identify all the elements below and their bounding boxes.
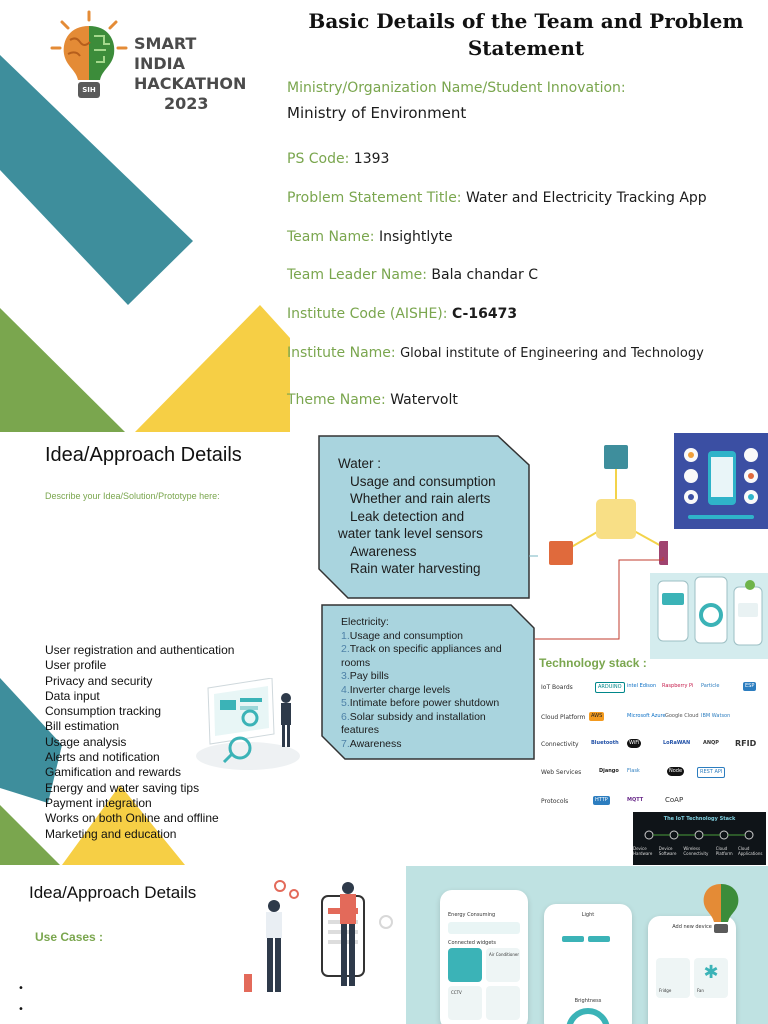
electricity-box-text <box>341 616 521 751</box>
tech-row-label: IoT Boards <box>541 684 573 691</box>
tech-row-label: Cloud Platform <box>541 714 586 721</box>
feature-item: Usage analysis <box>45 734 127 749</box>
water-item: Leak detection and <box>350 508 465 524</box>
tech-row-connectivity <box>541 734 761 754</box>
esp-logo: ESP <box>745 683 755 689</box>
widgets-label: Connected widgets <box>448 940 496 946</box>
feature-item: User registration and authentication <box>45 643 235 657</box>
use-cases-label: Use Cases : <box>35 930 104 944</box>
logo-badge: SIH <box>82 86 96 94</box>
slide2-title: Idea/Approach Details <box>45 444 242 466</box>
team-name-label: Team Name: <box>287 229 375 245</box>
tech-row-cloud <box>541 707 761 727</box>
feature-item: Data input <box>45 688 100 703</box>
iot-panel-title: The IoT Technology Stack <box>663 816 736 822</box>
raspberry-pi-logo: Raspberry Pi <box>662 683 694 689</box>
phone-mockups-icon <box>650 573 768 659</box>
smart-home-illustration <box>674 433 768 529</box>
app-screen-light <box>544 904 632 1024</box>
app-mockup-screens <box>650 573 768 659</box>
team-name-field <box>287 229 453 245</box>
rest-api-logo: REST API <box>697 767 725 778</box>
electricity-item: 7.Awareness <box>341 737 402 750</box>
water-item: water tank level sensors <box>338 526 483 541</box>
iot-stack-panel <box>633 812 766 865</box>
wifi-logo: WiFi <box>629 740 640 746</box>
django-logo: Django <box>599 768 619 774</box>
toggle-chip[interactable] <box>588 936 610 942</box>
slide2-subtitle: Describe your Idea/Solution/Prototype here: <box>45 491 220 501</box>
institute-code-field <box>287 306 517 322</box>
electricity-item: 5.Intimate before power shutdown <box>341 697 500 709</box>
feature-item: Privacy and security <box>45 673 153 688</box>
slide1-title: Basic Details of the Team and Problem Statement <box>308 9 744 60</box>
device-card-fridge[interactable]: Fridge <box>656 958 690 998</box>
ps-code-field <box>287 151 389 167</box>
iot-panel-columns <box>633 846 766 856</box>
feature-item: Works on both Online and offline <box>45 811 219 826</box>
institute-name-value: Global institute of Engineering and Technology <box>400 346 704 361</box>
water-item: Awareness <box>350 543 417 559</box>
device-card-fan[interactable]: ✱ Fan <box>694 958 728 998</box>
olive-triangle <box>0 308 125 432</box>
water-item: Usage and consumption <box>350 473 496 489</box>
tech-row-iot-boards <box>541 677 761 697</box>
ibm-watson-logo: IBM Watson <box>701 713 731 719</box>
widget-card[interactable] <box>448 948 482 982</box>
institute-name-label: Institute Name: <box>287 345 396 361</box>
logo-line-3: 2023 <box>164 94 209 113</box>
tech-row-label: Protocols <box>541 798 569 805</box>
ps-code-label: PS Code: <box>287 151 350 167</box>
bullet-list <box>18 978 24 1020</box>
team-leader-field <box>287 267 538 283</box>
tech-row-protocols <box>541 791 761 811</box>
azure-logo: Microsoft Azure <box>627 713 666 719</box>
electricity-heading: Electricity: <box>341 616 389 628</box>
bluetooth-logo: Bluetooth <box>591 740 619 746</box>
features-list <box>45 643 234 842</box>
sih-logo <box>48 10 248 113</box>
feature-item: Bill estimation <box>45 719 120 734</box>
electricity-item: 6.Solar subsidy and installation features <box>341 710 486 736</box>
google-cloud-logo: Google Cloud <box>665 713 699 719</box>
electricity-item: 3.Pay bills <box>341 670 389 682</box>
iot-panel-icons <box>641 828 759 842</box>
arduino-logo: ARDUINO <box>595 682 625 693</box>
widget-card[interactable]: CCTV <box>448 986 482 1020</box>
node-logo: Node <box>669 768 683 774</box>
tech-row-label: Connectivity <box>541 741 579 748</box>
anqp-logo: ANQP <box>703 740 719 746</box>
theme-name-value: Watervolt <box>390 392 458 408</box>
theme-name-field <box>287 392 458 408</box>
toggle-chip[interactable] <box>562 936 584 942</box>
iot-col: Device Software <box>658 846 677 856</box>
theme-name-label: Theme Name: <box>287 392 386 408</box>
ps-title-value: Water and Electricity Tracking App <box>465 190 707 206</box>
app-screens-panel <box>406 866 768 1024</box>
hub-node-top <box>604 445 628 469</box>
intel-edison-logo: intel Edison <box>627 683 657 689</box>
feature-item: Energy and water saving tips <box>45 780 200 795</box>
widget-card[interactable] <box>486 986 520 1020</box>
slide3-title: Idea/Approach Details <box>29 883 197 902</box>
coap-logo: CoAP <box>665 796 684 804</box>
institute-code-value: C-16473 <box>451 306 518 322</box>
smartphone-appliances-icon <box>674 433 768 529</box>
rfid-logo: RFID <box>735 739 757 748</box>
bullet-item: • <box>18 983 24 994</box>
logo-text <box>134 34 248 114</box>
slide-use-cases <box>0 866 768 1024</box>
water-heading: Water : <box>338 456 382 471</box>
iot-col: Cloud Applications <box>738 846 763 856</box>
feature-item: Marketing and education <box>45 826 177 841</box>
institute-name-field <box>287 345 704 361</box>
water-box-text <box>338 455 496 578</box>
aws-logo: AWS <box>591 713 603 719</box>
sih-bulb-icon <box>696 880 746 936</box>
brightness-label: Brightness <box>574 998 602 1004</box>
brightness-dial[interactable] <box>566 1008 610 1024</box>
slide-idea-approach <box>0 433 768 865</box>
screen-title: Add new device <box>672 924 712 930</box>
team-name-value: Insightlyte <box>378 229 453 245</box>
ministry-value: Ministry of Environment <box>287 104 467 122</box>
energy-stats <box>448 922 520 934</box>
feature-item: Alerts and notification <box>45 750 160 765</box>
ministry-label: Ministry/Organization Name/Student Innovation: <box>287 80 626 96</box>
logo-line-1: SMART INDIA <box>134 34 197 73</box>
ps-title-field <box>287 190 707 206</box>
water-item: Rain water harvesting <box>350 561 481 576</box>
tech-row-web-services <box>541 762 761 782</box>
electricity-item: 1.Usage and consumption <box>341 629 464 642</box>
ps-title-label: Problem Statement Title: <box>287 190 462 206</box>
bullet-item: • <box>18 1004 24 1015</box>
tech-stack-label: Technology stack : <box>539 656 647 670</box>
water-item: Whether and rain alerts <box>350 491 491 506</box>
institute-code-label: Institute Code (AISHE): <box>287 306 448 322</box>
slide-basic-details <box>0 0 768 432</box>
team-leader-label: Team Leader Name: <box>287 267 427 283</box>
electricity-item: 4.Inverter charge levels <box>341 683 451 696</box>
lorawan-logo: LoRaWAN <box>663 740 691 746</box>
logo-line-2: HACKATHON <box>134 74 247 93</box>
iot-col: Wireless Connectivity <box>683 846 709 856</box>
yellow-triangle <box>135 305 290 432</box>
particle-logo: Particle <box>701 683 720 689</box>
http-logo: HTTP <box>595 797 608 803</box>
people-smartphone-illustration <box>238 878 408 998</box>
feature-item: Gamification and rewards <box>45 765 182 780</box>
ps-code-value: 1393 <box>353 151 390 167</box>
app-screen-energy <box>440 890 528 1024</box>
screen-title: Energy Consuming <box>448 912 496 918</box>
mqtt-logo: MQTT <box>627 797 644 803</box>
tech-row-label: Web Services <box>541 769 582 776</box>
team-leader-value: Bala chandar C <box>431 267 538 283</box>
flask-logo: Flask <box>627 768 640 774</box>
widget-card[interactable]: Air Conditioner <box>486 948 520 982</box>
screen-title: Light <box>581 912 595 918</box>
electricity-item: 2.Track on specific appliances and rooms <box>341 643 502 669</box>
iot-col: Device Hardware <box>633 846 653 856</box>
feature-item: Consumption tracking <box>45 704 162 719</box>
feature-item: User profile <box>45 658 107 673</box>
iot-col: Cloud Platform <box>715 846 733 856</box>
hub-center <box>596 499 636 539</box>
feature-item: Payment integration <box>45 795 152 810</box>
